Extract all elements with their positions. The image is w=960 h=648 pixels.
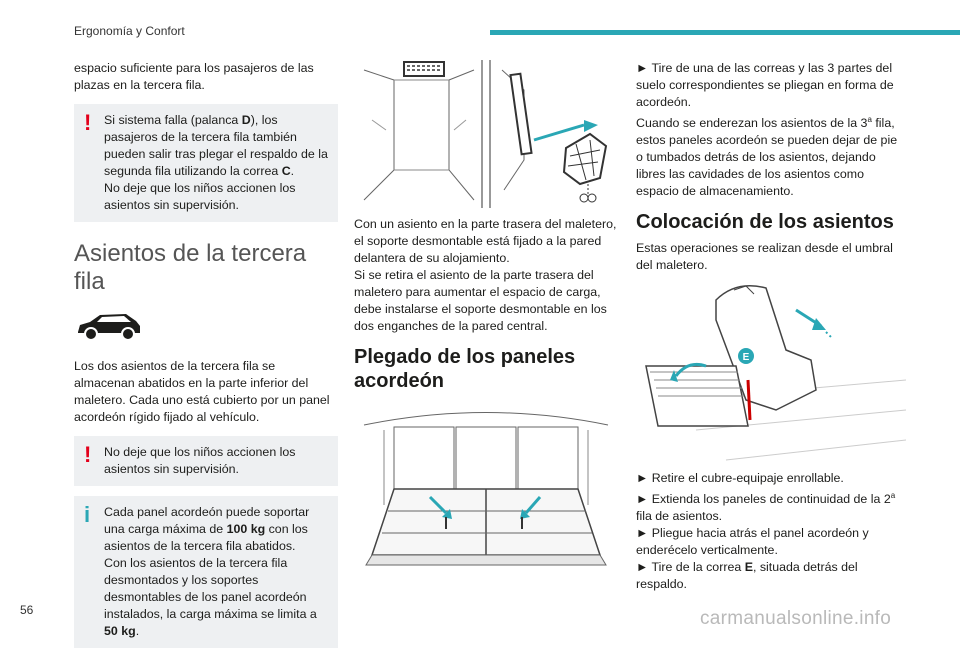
accordion-step-paragraph: ► Tire de una de las correas y las 3 partes del suelo correspondientes se pliegan en forma de acordeón. [636,61,894,109]
page-header-title: Ergonomía y Confort [74,24,185,38]
step-extend-panels: ► Extienda los paneles de continuidad de la 2$^a$ fila de asientos. [636,491,896,524]
step-remove-cover: ► Retire el cubre-equipaje enrollable. [636,471,844,486]
accordion-panels-illustration [354,405,618,575]
seat-placement-intro: Estas operaciones se realizan desde el umbral del maletero. [636,241,893,273]
warning-text-2: No deje que los niños accionen los asientos sin supervisión. [104,445,296,476]
header-accent-bar [490,30,960,35]
info-text-2: Con los asientos de la tercera fila desmontados y los soportes desmontables de los panel acordeón instalados, la carga máxima se limita a 50 kg. [104,556,317,638]
warning-text-1b: No deje que los niños accionen los asientos sin supervisión. [104,181,296,212]
trunk-support-illustration [354,60,618,208]
support-paragraph-2: Si se retira el asiento de la parte trasera del maletero para aumentar el espacio de carga, debe instalarse el soporte desmontable en los dos enganches de la pared central. [354,268,607,333]
column-1 [74,60,338,648]
seat-placement-illustration [636,280,906,466]
section-heading-seat-placement: Colocación de los asientos [636,211,894,234]
warning-box-1 [74,104,338,222]
support-paragraph-1: Con un asiento en la parte trasera del maletero, el soporte desmontable está fijado a la pared delantera de su alojamiento. [354,217,617,265]
info-icon: i [84,502,91,527]
seat-upright-paragraph: Cuando se enderezan los asientos de la 3$^a$ fila, estos paneles acordeón se pueden dejar de pie o tumbados detrás de los asientos, dejando libres las cavidades de los asientos como espacio de almacenamiento. [636,115,898,199]
watermark: carmanualsonline.info [700,608,892,629]
step-fold-panel: ► Pliegue hacia atrás el panel acordeón y enderécelo verticalmente. [636,526,869,558]
exclamation-icon: ! [84,442,92,467]
warning-box-2 [74,436,338,486]
strap-label-e: E [742,352,750,364]
section-heading-third-row: Asientos de la tercera fila [74,240,307,295]
third-row-body: Los dos asientos de la tercera fila se almacenan abatidos en la parte inferior del maletero. Cada uno está cubierto por un panel acordeón rígido fijado al vehículo. [74,359,330,424]
intro-paragraph: espacio suficiente para los pasajeros de las plazas en la tercera fila. [74,61,314,92]
step-pull-strap: ► Tire de la correa E, situada detrás del respaldo. [636,560,858,592]
section-heading-accordion: Plegado de los paneles acordeón [354,346,576,392]
exclamation-icon: ! [84,110,92,135]
suv-car-icon [74,310,144,342]
warning-text-1: Si sistema falla (palanca D), los pasajeros de la tercera fila también pueden salir tras plegar el respaldo de la segunda fila utilizando la correa C. [104,113,328,178]
page-number: 56 [20,603,34,617]
info-text-1: Cada panel acordeón puede soportar una carga máxima de 100 kg con los asientos de la tercera fila abatidos. [104,505,310,553]
column-2 [354,60,618,575]
column-3 [636,60,906,593]
info-box [74,496,338,648]
